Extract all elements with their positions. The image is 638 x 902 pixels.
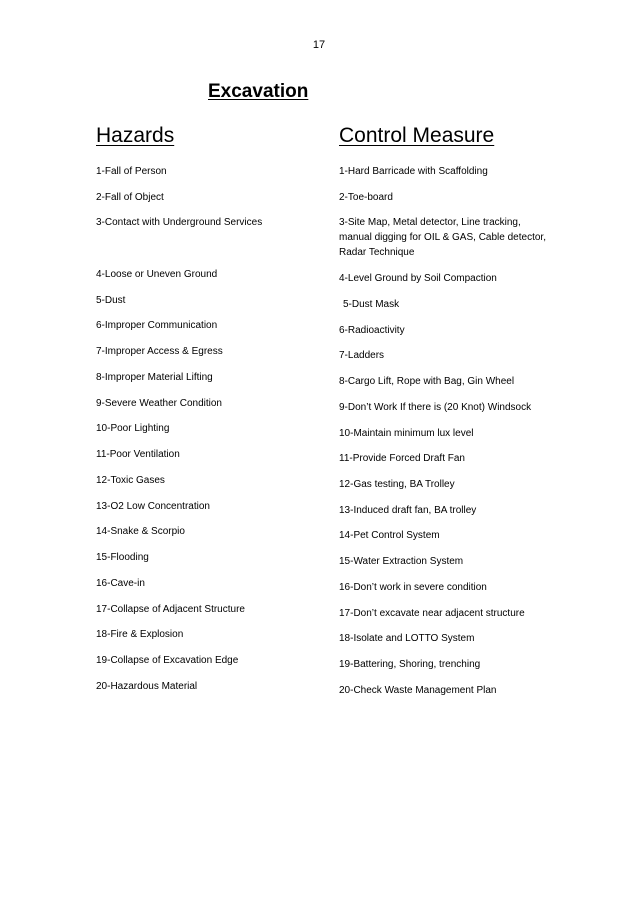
hazard-item: 5-Dust [96, 295, 126, 306]
control-item: 18-Isolate and LOTTO System [339, 633, 475, 644]
hazard-item: 7-Improper Access & Egress [96, 346, 223, 357]
page-title: Excavation [208, 81, 309, 102]
hazard-item: 14-Snake & Scorpio [96, 526, 185, 537]
control-item: 9-Don’t Work If there is (20 Knot) Windsock [339, 402, 532, 413]
control-item: 7-Ladders [339, 350, 385, 361]
control-item: 13-Induced draft fan, BA trolley [339, 505, 477, 516]
hazard-item: 10-Poor Lighting [96, 423, 170, 434]
control-item: 16-Don’t work in severe condition [339, 582, 487, 593]
control-item: 6-Radioactivity [339, 325, 405, 336]
control-item: 8-Cargo Lift, Rope with Bag, Gin Wheel [339, 376, 515, 387]
hazard-item: 2-Fall of Object [96, 192, 164, 203]
control-item: 4-Level Ground by Soil Compaction [339, 273, 497, 284]
hazard-item: 12-Toxic Gases [96, 475, 165, 486]
control-item: 17-Don’t excavate near adjacent structure [339, 608, 525, 619]
control-item: 11-Provide Forced Draft Fan [339, 453, 465, 464]
control-item: 14-Pet Control System [339, 530, 440, 541]
hazard-item: 11-Poor Ventilation [96, 449, 180, 460]
hazard-item: 13-O2 Low Concentration [96, 501, 210, 512]
control-item-continuation: manual digging for OIL & GAS, Cable detector, [339, 232, 546, 243]
hazard-item: 4-Loose or Uneven Ground [96, 269, 218, 280]
control-item: 5-Dust Mask [343, 299, 400, 310]
control-item: 1-Hard Barricade with Scaffolding [339, 166, 488, 177]
control-item: 2-Toe-board [339, 192, 393, 203]
hazard-item: 17-Collapse of Adjacent Structure [96, 604, 245, 615]
hazard-item: 6-Improper Communication [96, 320, 218, 331]
control-item: 20-Check Waste Management Plan [339, 685, 497, 696]
control-item: 15-Water Extraction System [339, 556, 464, 567]
control-item: 19-Battering, Shoring, trenching [339, 659, 481, 670]
hazard-item: 16-Cave-in [96, 578, 145, 589]
control-item-continuation: Radar Technique [339, 247, 415, 258]
control-measure-heading: Control Measure [339, 124, 495, 147]
control-item: 12-Gas testing, BA Trolley [339, 479, 455, 490]
hazard-item: 19-Collapse of Excavation Edge [96, 655, 239, 666]
hazard-item: 18-Fire & Explosion [96, 629, 184, 640]
hazards-heading: Hazards [96, 124, 175, 147]
hazard-item: 3-Contact with Underground Services [96, 217, 263, 228]
hazard-item: 1-Fall of Person [96, 166, 167, 177]
page-number: 17 [312, 39, 326, 51]
hazard-item: 20-Hazardous Material [96, 681, 198, 692]
control-item: 10-Maintain minimum lux level [339, 428, 474, 439]
hazard-item: 8-Improper Material Lifting [96, 372, 213, 383]
hazard-item: 15-Flooding [96, 552, 149, 563]
hazard-item: 9-Severe Weather Condition [96, 398, 222, 409]
control-item: 3-Site Map, Metal detector, Line tracking, [339, 217, 521, 228]
